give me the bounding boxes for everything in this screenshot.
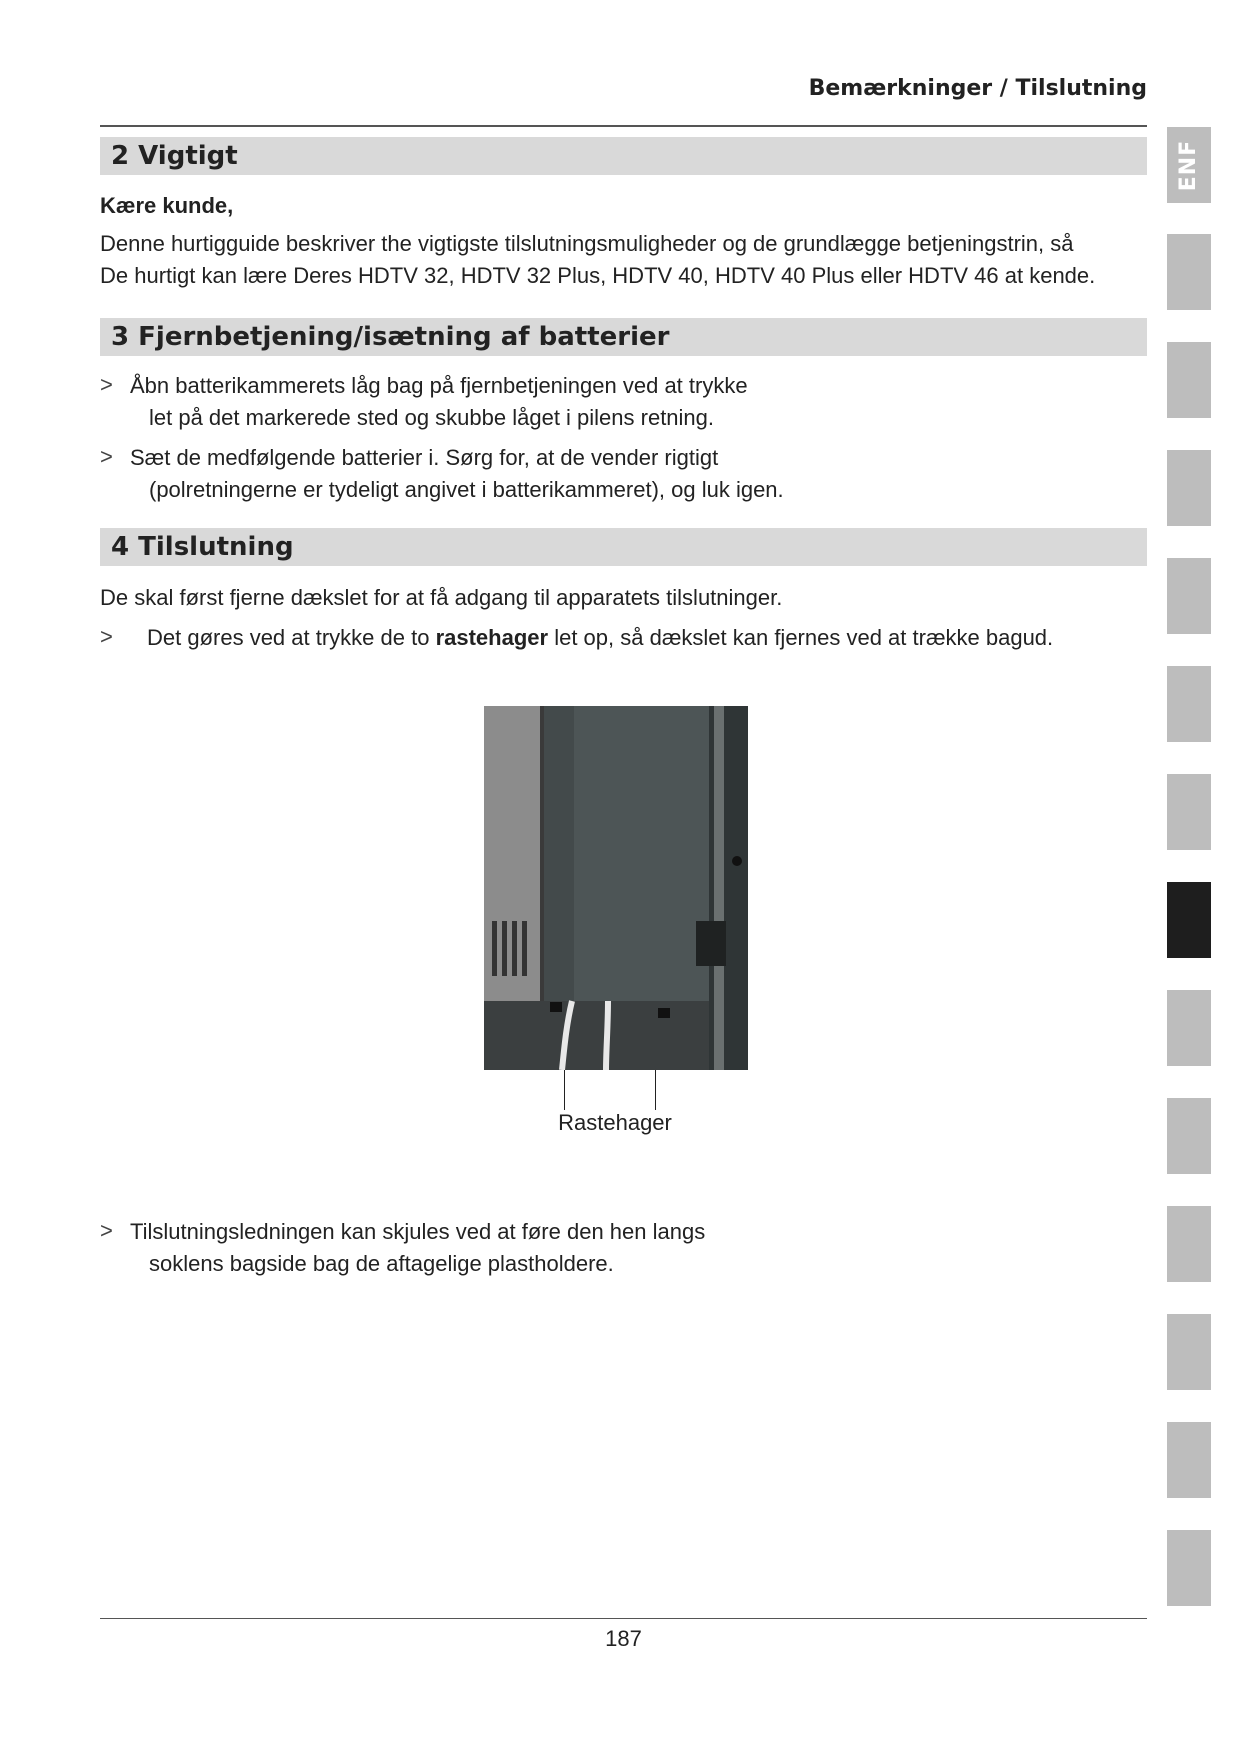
stand-rail [714,706,724,1070]
page-number: 187 [605,1626,642,1651]
chapter-tab[interactable] [1167,1206,1211,1282]
section-heading: 2 Vigtigt [111,141,238,171]
footer-rule [100,1618,1147,1619]
figure-caption: Rastehager [558,1110,672,1135]
chapter-tab[interactable] [1167,1314,1211,1390]
chapter-tab[interactable] [1167,1530,1211,1606]
header-rule [100,125,1147,127]
intro-paragraph-line: De hurtigt kan lære Deres HDTV 32, HDTV 32 Plus, HDTV 40, HDTV 40 Plus eller HDTV 46 at kende. [100,263,1096,288]
bullet-text-line: soklens bagside bag de aftagelige plastholdere. [149,1251,614,1276]
chapter-tab[interactable] [1167,774,1211,850]
chapter-tab[interactable] [1167,1422,1211,1498]
bullet-marker: > [100,444,113,469]
bullet-marker: > [100,372,113,397]
step-text-before: Det gøres ved at trykke de to [147,625,436,650]
step-text-after: let op, så dækslet kan fjernes ved at trække bagud. [548,625,1054,650]
section-heading: 4 Tilslutning [111,532,294,562]
bullet-text-line: Åbn batterikammerets låg bag på fjernbetjeningen ved at trykke [130,373,748,398]
bullet-text-line: Tilslutningsledningen kan skjules ved at føre den hen langs [130,1219,706,1244]
chapter-tab[interactable] [1167,450,1211,526]
step-text [147,622,1053,654]
cable-2 [606,1001,608,1070]
leader-line [655,1070,656,1110]
chapter-tab[interactable] [1167,1098,1211,1174]
salutation: Kære kunde, [100,193,234,218]
bullet-text-line: (polretningerne er tydeligt angivet i batterikammeret), og luk igen. [149,477,784,502]
section-heading-bar [100,528,1147,566]
detent-clip-right [658,1008,670,1018]
bullet-marker: > [100,1218,113,1243]
bullet-marker: > [100,624,113,649]
section-heading: 3 Fjernbetjening/isætning af batterier [111,322,670,352]
chapter-tab[interactable] [1167,990,1211,1066]
running-header: Bemærkninger / Tilslutning [808,76,1147,101]
base-strip [484,1001,709,1070]
chapter-tab-active[interactable] [1167,882,1211,958]
intro-paragraph-line: Denne hurtigguide beskriver the vigtigste tilslutningsmuligheder og de grundlægge betjeningstrin, så [100,231,1074,256]
chapter-tab[interactable] [1167,342,1211,418]
language-tab-label: ENF [1176,139,1202,191]
section4-intro: De skal først fjerne dækslet for at få adgang til apparatets tilslutninger. [100,585,783,610]
bullet-text-line: let på det markerede sted og skubbe låget i pilens retning. [149,405,715,430]
tv-back-photo [484,706,748,1070]
bullet-text-line: Sæt de medfølgende batterier i. Sørg for, at de vender rigtigt [130,445,719,470]
screw-head [732,856,742,866]
section-heading-bar [100,137,1147,175]
chapter-tab[interactable] [1167,666,1211,742]
cover-shade [544,706,574,1001]
language-tab[interactable] [1167,127,1211,203]
leader-line [564,1070,565,1110]
chapter-tab[interactable] [1167,234,1211,310]
step-text-bold: rastehager [435,625,549,650]
cable-holder [696,921,726,966]
section-heading-bar [100,318,1147,356]
detent-clip-left [550,1002,562,1012]
chapter-tab[interactable] [1167,558,1211,634]
